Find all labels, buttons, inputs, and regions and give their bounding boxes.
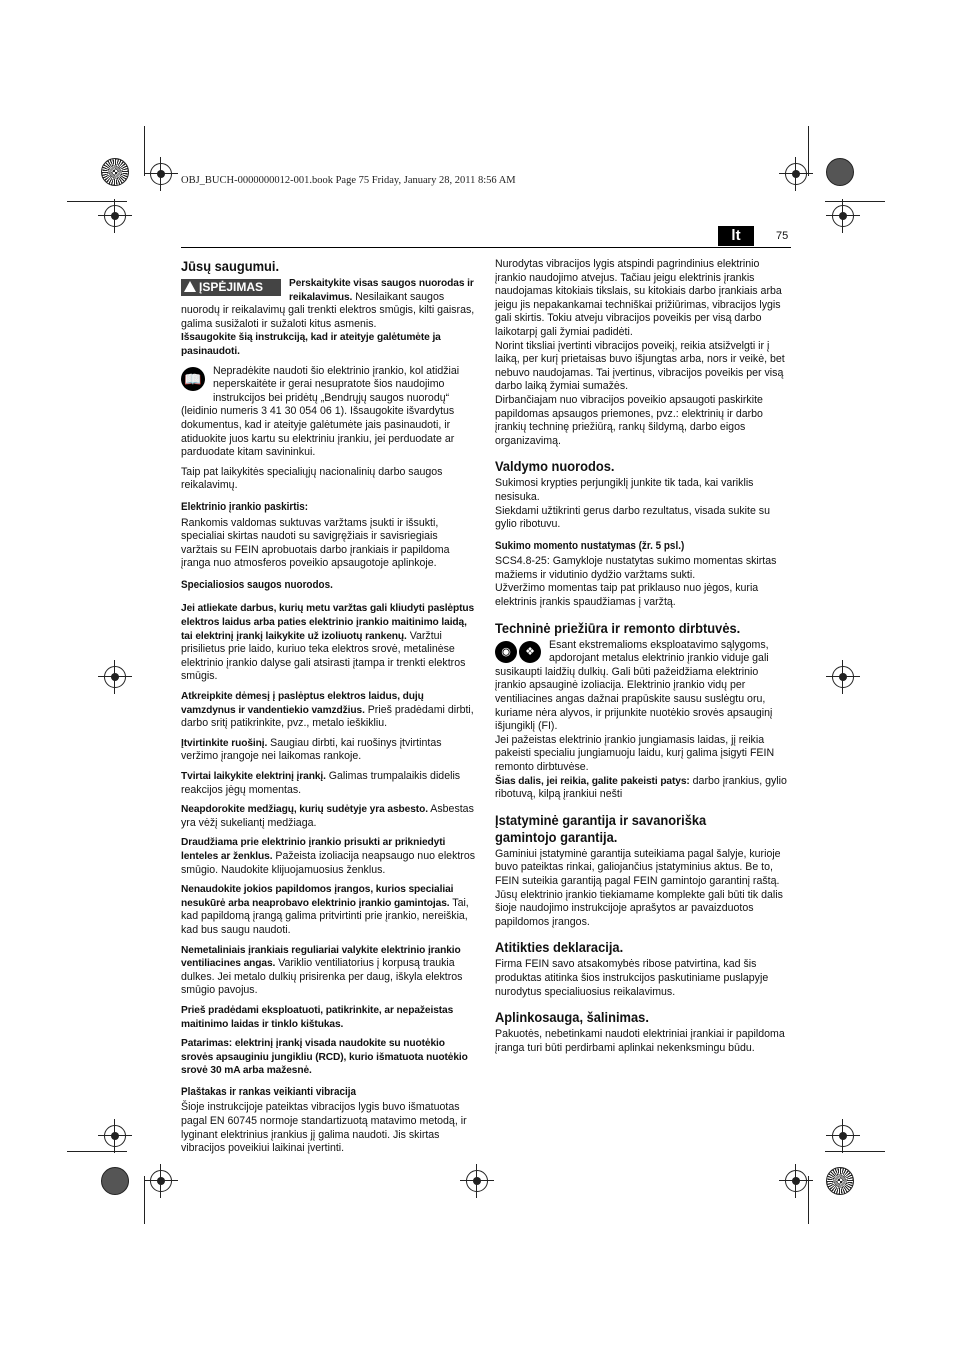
conformity-text: Firma FEIN savo atsakomybės ribose patvirtina, kad šis produktas atitinka šios instrukcijos paskutiniame puslapyje nurodytus specialiuosius reikalavimus. <box>495 958 769 998</box>
crosshair-mark <box>832 1125 854 1147</box>
heading-safety: Jūsų saugumui. <box>181 258 280 274</box>
crosshair-mark <box>832 666 854 688</box>
crosshair-mark <box>104 666 126 688</box>
service-text: ◉ ❖ Esant ekstremalioms eksploatavimo sąlygoms, apdorojant metalus elektrinio įrankio viduje gali susikaupti laidžių dulkių. Gali būti pažeidžiama elektrinio įrankio apsauginė izoliacija. Elektrinio įrankio vidų per ventiliacines angas dažnai prapūskite sausu suslėgtu oru, kuriame nėra alyvos, ir prijunkite nuotėkio srovės apsauginį išjungiklį (FI). <box>495 638 773 733</box>
environment-text: Pakuotės, nebetinkami naudoti elektriniai įrankiai ir papildoma įranga turi būti perdirbami aplinkai nekenksmingu būdu. <box>495 1028 785 1054</box>
heading-warranty: Įstatyminė garantija ir savanoriška gamintojo garantija. <box>495 811 707 845</box>
heading-special-safety: Specialiosios saugos nuorodos. <box>181 578 333 591</box>
purpose-text: Rankomis valdomas suktuvas varžtams įsukti ir išsukti, specialiai skirtas naudoti su savigręžiais ir savisriegiais varžtais su FEIN aprobuotais darbo įrankiais ir papildoma įranga nuo atmosferos poveikio apsaugotoje aplinkoje. <box>181 516 450 570</box>
heading-conformity: Atitikties deklaracija. <box>495 939 624 956</box>
crop-line <box>67 1151 127 1152</box>
color-registration-mark <box>101 158 129 186</box>
safety-item: Prieš pradėdami eksploatuoti, patikrinkite, ar nepažeistas maitinimo laidas ir tinklo kištukas. <box>181 1004 454 1030</box>
print-file-header: OBJ_BUCH-0000000012-001.book Page 75 Friday, January 28, 2011 8:56 AM <box>181 175 516 186</box>
page-number: 75 <box>776 230 789 242</box>
header-rule <box>181 247 791 248</box>
warning-badge: ĮSPĖJIMAS <box>181 279 281 296</box>
safety-item: Jei atliekate darbus, kurių metu varžtas gali kliudyti paslėptus elektros laidus arba paties elektrinio įrankio maitinimo laidą, tai elektrinį įrankį laikykite už izoliuotų rankenų. Varžtui prisilietus prie laido, kuriuo teka elektros srovė, metalinėse elektrinio įrankio dalyse gali atsirasti įtampa ir trenkti elektros smūgis. <box>181 603 475 683</box>
safety-item: Nemetaliniais įrankiais reguliariai valykite elektrinio įrankio ventiliacines angas. Variklio ventiliatorius į korpusą traukia dulkes. Jei metalo dulkių prisirenka per daug, iškyla elektros smūgio pavojus. <box>181 944 463 997</box>
warning-triangle-icon <box>184 281 196 292</box>
crop-line <box>808 1176 809 1224</box>
vibration-continued: Norint tiksliai įvertinti vibracijos poveikį, reikia atsižvelgti ir į laiką, per kurį prietaisas buvo išjungtas arba, nors ir veikė, bet nebuvo naudojamas. Tai įvertinus, vibracijos poveikis per visą darbo laiką žymiai sumažės. <box>495 339 785 393</box>
heading-purpose: Elektrinio įrankio paskirtis: <box>181 500 309 513</box>
warranty-text: Jūsų elektrinio įrankio tiekiamame komplekte gali būti tik dalis šioje naudojimo instrukcijoje aprašytos ar pavaizduotos papildomos įrangos. <box>495 888 783 928</box>
heading-vibration: Plaštakas ir rankas veikianti vibracija <box>181 1085 357 1098</box>
right-column <box>495 258 791 1055</box>
national-rules: Taip pat laikykitės specialiųjų nacionalinių darbo saugos reikalavimų. <box>181 465 443 492</box>
service-text: Jei pažeistas elektrinio įrankio jungiamasis laidas, jį reikia pakeisti specialiu jungiamuoju laidu, kurį galima įsigyti FEIN remonto dirbtuvėse. <box>495 733 775 773</box>
crosshair-mark <box>150 163 172 185</box>
safety-item: Įtvirtinkite ruošinį. Saugiau dirbti, kai ruošinys įtvirtintas veržimo įrangoje nei laikomas rankoje. <box>181 736 442 763</box>
crop-line <box>67 201 127 202</box>
crop-line <box>144 1176 145 1224</box>
torque-text: Užveržimo momentas taip pat priklauso nuo jėgos, kuria elektrinis įrankis spaudžiamas į varžtą. <box>495 582 759 609</box>
safety-goggles-icon: ◉ ❖ <box>495 641 541 663</box>
crop-line <box>144 126 145 176</box>
color-registration-mark <box>826 158 854 186</box>
warning-paragraph: ĮSPĖJIMAS Perskaitykite visas saugos nuorodas ir reikalavimus. Nesilaikant saugos nuorodų ir reikalavimų gali trenkti elektros smūgis, kilti gaisras, galima susižaloti ir sužaloti kitus asmenis. <box>181 278 475 330</box>
operation-text: Siekdami užtikrinti gerus darbo rezultatus, visada sukite su gylio ribotuvu. <box>495 504 770 531</box>
left-column <box>181 258 477 1156</box>
torque-text: SCS4.8-25: Gamykloje nustatytas sukimo momentas skirtas mažiems ir vidutinio dydžio varžtams sukti. <box>495 555 777 581</box>
read-manual-icon: 📖 <box>181 367 205 391</box>
warranty-text: Gaminiui įstatyminė garantija suteikiama pagal šalyje, kurioje buvo pateiktas rinkai, galiojančius įstatyminius aktus. Be to, FEIN suteikia garantiją pagal FEIN gamintojo garantinį raštą. <box>495 847 781 887</box>
language-badge: lt <box>718 226 754 246</box>
safety-item: Draudžiama prie elektrinio įrankio prisukti ar prikniedyti lenteles ar ženklus. Pažeista izoliacija neapsaugo nuo elektros smūgio. Naudokite klijuojamuosius ženklus. <box>181 837 476 876</box>
replaceable-parts: Šias dalis, jei reikia, galite pakeisti patys: darbo įrankius, gylio ribotuvą, kilpą įrankiui nešti <box>495 774 787 801</box>
safety-item: Atkreipkite dėmesį į paslėptus elektros laidus, dujų vamzdynus ir vandentiekio vamzdžius. Prieš pradėdami dirbti, darbo sritį patikrinkite, pvz., metalo ieškikliu. <box>181 691 474 730</box>
vibration-text: Šioje instrukcijoje pateiktas vibracijos lygis buvo išmatuotas pagal EN 60745 normoje standartizuotą matavimo metodą, ir lyginant elektrinius įrankius jį galima naudoti. Jis skirtas vibracijos poveikiui laikinai įvertinti. <box>181 1101 467 1155</box>
manual-paragraph: 📖 Nepradėkite naudoti šio elektrinio įrankio, kol atidžiai neperskaitėte ir gerai nesupratote šios naudojimo instrukcijos bei pridėtų „Bendrųjų saugos nuorodų“ (leidinio numeris 3 41 30 054 06 1). Išsaugokite išvardytus dokumentus, kad ir ateityje galėtumėte jais pasinaudoti, ir atiduokite juos kartu su elektriniu įrankiu, jei perduodate ar parduodate kitam savininkui. <box>181 364 460 459</box>
vibration-continued: Nurodytas vibracijos lygis atspindi pagrindinius elektrinio įrankio naudojimo atvejus. Tačiau jeigu elektrinis įrankis naudojamas kitokiais tikslais, su kitokiais darbo įrankiais arba jeigu jis nepakankamai techniškai prižiūrimas, vibracijos lygis gali skirtis. Tokiu atveju vibracijos poveikis per visą darbo laikotarpį gali žymiai padidėti. <box>495 258 782 338</box>
crosshair-mark <box>785 163 807 185</box>
keep-instructions: Išsaugokite šią instrukciją, kad ir ateityje galėtumėte ja pasinaudoti. <box>181 332 441 357</box>
crosshair-mark <box>832 205 854 227</box>
heading-environment: Aplinkosauga, šalinimas. <box>495 1009 649 1026</box>
heading-service: Techninė priežiūra ir remonto dirbtuvės. <box>495 619 741 636</box>
safety-item: Patarimas: elektrinį įrankį visada naudokite su nuotėkio srovės apsauginiu jungikliu (RCD), kurio išmatuota nuotėkio srovė 30 mA arba mažesnė. <box>181 1038 468 1077</box>
operation-text: Sukimosi krypties perjungiklį junkite tik tada, kai variklis nesisuka. <box>495 477 754 503</box>
heading-torque: Sukimo momento nustatymas (žr. 5 psl.) <box>495 539 685 552</box>
crop-line <box>825 1151 885 1152</box>
color-registration-mark <box>826 1167 854 1195</box>
heading-operation: Valdymo nuorodos. <box>495 458 615 475</box>
safety-item: Nenaudokite jokios papildomos įrangos, kurios specialiai nesukūrė arba neaprobavo elektrinio įrankio gamintojas. Tai, kad papildomą įrangą galima pritvirtinti prie įrankio, nereiškia, kad bus saugu naudoti. <box>181 884 469 936</box>
crop-line <box>808 126 809 176</box>
vibration-continued: Dirbančiajam nuo vibracijos poveikio apsaugoti paskirkite papildomas apsaugos priemones, pvz.: elektrinių ir darbo įrankių techninę priežiūrą, rankų šildymą, darbo eigos organizavimą. <box>495 393 763 447</box>
safety-item: Neapdorokite medžiagų, kurių sudėtyje yra asbesto. Asbestas yra vėžį sukeliantį medžiaga. <box>181 803 474 829</box>
safety-item: Tvirtai laikykite elektrinį įrankį. Galimas trumpalaikis didelis reakcijos jėgų momentas. <box>181 770 461 796</box>
color-registration-mark <box>101 1167 129 1195</box>
crosshair-mark <box>104 205 126 227</box>
crosshair-mark <box>785 1170 807 1192</box>
crosshair-mark <box>104 1125 126 1147</box>
crosshair-mark <box>466 1170 488 1192</box>
crosshair-mark <box>150 1170 172 1192</box>
crop-line <box>825 201 885 202</box>
